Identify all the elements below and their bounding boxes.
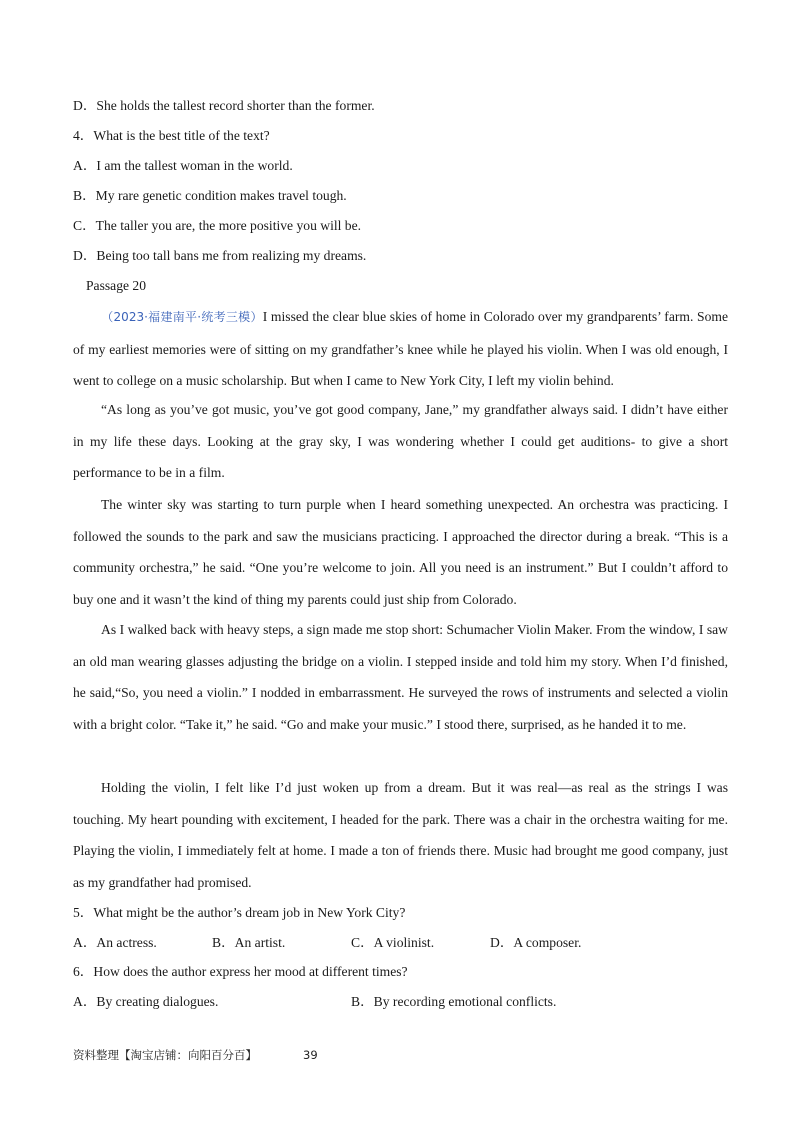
passage-paragraph-5: [73, 772, 728, 899]
question-6-option-a: A．By creating dialogues.: [73, 994, 219, 1009]
passage-paragraph-4: [73, 614, 728, 741]
question-3-option-d: D．She holds the tallest record shorter than the former.: [73, 98, 375, 113]
question-4-option-a: A．I am the tallest woman in the world.: [73, 158, 293, 173]
passage-paragraph-1-text: I missed the clear blue skies of home in Colorado over my grandparents’ farm. Some of my earliest memories were of sitting on my grandfather’s knee while he played his violin. When I was old enough, I went to college on a music scholarship. But when I came to New York City, I left my violin behind.: [73, 309, 728, 389]
footer-source: 资料整理【淘宝店铺：向阳百分百】: [73, 1048, 257, 1062]
page-number: 39: [303, 1048, 318, 1062]
passage-label: Passage 20: [86, 278, 147, 293]
passage-paragraph-4-text: As I walked back with heavy steps, a sign made me stop short: Schumacher Violin Maker. From the window, I saw an old man wearing glasses adjusting the bridge on a violin. I stepped inside and told him my story. When I’d finished, he said,“So, you need a violin.” I nodded in embarrassment. He surveyed the rows of instruments and selected a violin with a bright color. “Take it,” he said. “Go and make your music.” I stood there, surprised, as he handed it to me.: [73, 622, 728, 733]
question-5-stem: 5．What might be the author’s dream job in New York City?: [73, 905, 406, 920]
question-6-stem: 6．How does the author express her mood at different times?: [73, 964, 408, 979]
passage-paragraph-2: [73, 394, 728, 489]
passage-paragraph-3-text: The winter sky was starting to turn purple when I heard something unexpected. An orchestra was practicing. I followed the sounds to the park and saw the musicians practicing. I approached the director during a break. “This is a community orchestra,” he said. “One you’re welcome to join. All you need is an instrument.” But I couldn’t afford to buy one and it wasn’t the kind of thing my parents could just ship from Colorado.: [73, 497, 728, 608]
passage-source: （2023·福建南平·统考三模）: [101, 310, 263, 324]
question-5-option-c: C．A violinist.: [351, 935, 435, 950]
passage-paragraph-5-text: Holding the violin, I felt like I’d just woken up from a dream. But it was real—as real as the strings I was touching. My heart pounding with excitement, I headed for the park. There was a chair in the orchestra waiting for me. Playing the violin, I immediately felt at home. I made a ton of friends there. Music had brought me good company, just as my grandfather had promised.: [73, 780, 728, 891]
question-4-option-c: C．The taller you are, the more positive you will be.: [73, 218, 362, 233]
question-6-option-b: B．By recording emotional conflicts.: [351, 994, 557, 1009]
question-4-option-d: D．Being too tall bans me from realizing my dreams.: [73, 248, 367, 263]
question-5-option-b: B．An artist.: [212, 935, 286, 950]
question-4-stem: 4．What is the best title of the text?: [73, 128, 270, 143]
question-5-option-a: A．An actress.: [73, 935, 157, 950]
passage-paragraph-2-text: “As long as you’ve got music, you’ve got good company, Jane,” my grandfather always said. I didn’t have either in my life these days. Looking at the gray sky, I was wondering whether I could get auditions- to give a short performance to be in a film.: [73, 402, 728, 481]
passage-paragraph-3: [73, 489, 728, 616]
question-5-option-d: D．A composer.: [490, 935, 582, 950]
passage-paragraph-1: [73, 301, 728, 397]
question-4-option-b: B．My rare genetic condition makes travel tough.: [73, 188, 347, 203]
